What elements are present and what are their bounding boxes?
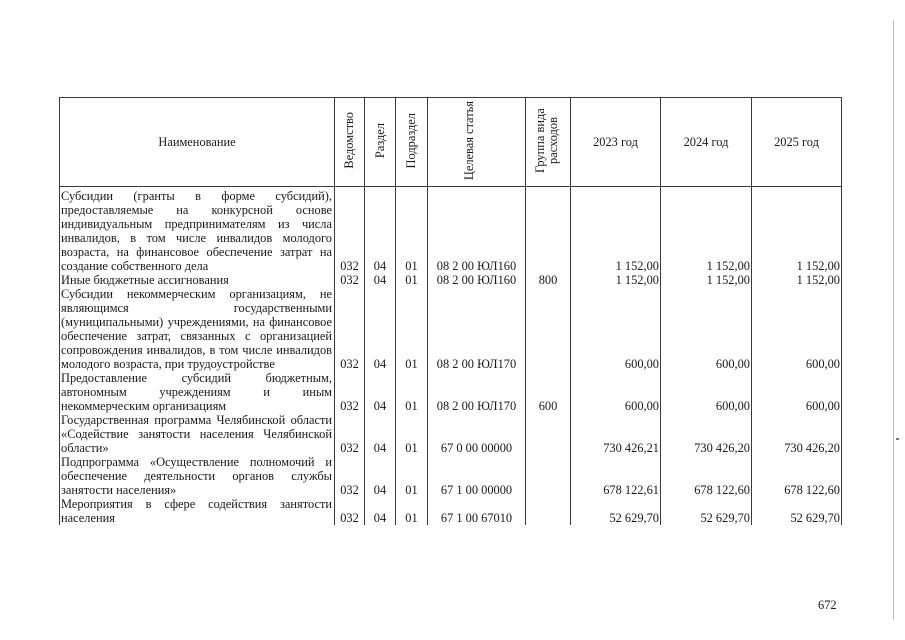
cell-subsection: 01: [396, 287, 428, 371]
table-body: [60, 187, 842, 526]
cell-target: 08 2 00 ЮЛ160: [428, 187, 526, 274]
cell-section: 04: [365, 455, 396, 497]
budget-table-wrapper: [59, 97, 841, 525]
cell-target: 08 2 00 ЮЛ160: [428, 273, 526, 287]
cell-amount-2023: 678 122,61: [571, 455, 661, 497]
cell-subsection: 01: [396, 371, 428, 413]
cell-dept: 032: [335, 497, 365, 525]
cell-amount-2023: 1 152,00: [571, 273, 661, 287]
cell-section: 04: [365, 273, 396, 287]
cell-group: [526, 287, 571, 371]
cell-section: 04: [365, 187, 396, 274]
header-target: Целевая статья: [428, 98, 526, 187]
header-2025: 2025 год: [752, 98, 842, 187]
cell-subsection: 01: [396, 273, 428, 287]
cell-section: 04: [365, 371, 396, 413]
cell-dept: 032: [335, 371, 365, 413]
cell-name: Субсидии некоммерческим организациям, не являющимся государственными (муниципальными) учреждениями, на финансовое обеспечение затрат, связанных с организацией сопровождения инвалидов, в том числе инвалидов молодого возраста, при трудоустройстве: [60, 287, 335, 371]
cell-amount-2024: 52 629,70: [661, 497, 752, 525]
cell-amount-2025: 730 426,20: [752, 413, 842, 455]
cell-amount-2023: 52 629,70: [571, 497, 661, 525]
cell-group: [526, 187, 571, 274]
cell-name: Подпрограмма «Осуществление полномочий и обеспечение деятельности органов службы занятости населения»: [60, 455, 335, 497]
cell-dept: 032: [335, 287, 365, 371]
cell-target: 08 2 00 ЮЛ170: [428, 287, 526, 371]
cell-name: Государственная программа Челябинской области «Содействие занятости населения Челябинской области»: [60, 413, 335, 455]
cell-amount-2025: 1 152,00: [752, 187, 842, 274]
table-row: [60, 497, 842, 525]
header-2024: 2024 год: [661, 98, 752, 187]
cell-subsection: 01: [396, 497, 428, 525]
cell-dept: 032: [335, 273, 365, 287]
cell-amount-2023: 600,00: [571, 287, 661, 371]
cell-dept: 032: [335, 413, 365, 455]
cell-dept: 032: [335, 455, 365, 497]
cell-target: 67 0 00 00000: [428, 413, 526, 455]
cell-amount-2024: 1 152,00: [661, 273, 752, 287]
page-edge-mark: [896, 438, 899, 440]
header-group: Группа вида расходов: [526, 98, 571, 187]
table-row: [60, 287, 842, 371]
cell-group: [526, 413, 571, 455]
cell-amount-2023: 730 426,21: [571, 413, 661, 455]
header-dept: Ведомство: [335, 98, 365, 187]
header-section: Раздел: [365, 98, 396, 187]
cell-target: 08 2 00 ЮЛ170: [428, 371, 526, 413]
table-row: [60, 455, 842, 497]
cell-amount-2023: 1 152,00: [571, 187, 661, 274]
cell-name: Иные бюджетные ассигнования: [60, 273, 335, 287]
cell-section: 04: [365, 413, 396, 455]
cell-amount-2023: 600,00: [571, 371, 661, 413]
page-edge-line: [893, 20, 894, 620]
cell-name: Мероприятия в сфере содействия занятости населения: [60, 497, 335, 525]
table-header-row: [60, 98, 842, 187]
cell-section: 04: [365, 497, 396, 525]
cell-subsection: 01: [396, 187, 428, 274]
cell-amount-2025: 600,00: [752, 287, 842, 371]
table-row: [60, 273, 842, 287]
cell-name: Субсидии (гранты в форме субсидий), предоставляемые на конкурсной основе индивидуальным предпринимателям из числа инвалидов, в том числе инвалидов молодого возраста, на финансовое обеспечение затрат на создание собственного дела: [60, 187, 335, 274]
cell-dept: 032: [335, 187, 365, 274]
cell-amount-2025: 600,00: [752, 371, 842, 413]
cell-amount-2025: 52 629,70: [752, 497, 842, 525]
cell-target: 67 1 00 00000: [428, 455, 526, 497]
header-subsection: Подраздел: [396, 98, 428, 187]
cell-subsection: 01: [396, 455, 428, 497]
cell-name: Предоставление субсидий бюджетным, автономным учреждениям и иным некоммерческим организациям: [60, 371, 335, 413]
cell-amount-2024: 600,00: [661, 371, 752, 413]
cell-amount-2024: 1 152,00: [661, 187, 752, 274]
cell-group: 600: [526, 371, 571, 413]
cell-amount-2024: 678 122,60: [661, 455, 752, 497]
cell-amount-2024: 600,00: [661, 287, 752, 371]
cell-subsection: 01: [396, 413, 428, 455]
cell-group: [526, 497, 571, 525]
cell-group: [526, 455, 571, 497]
page-number: 672: [818, 598, 837, 612]
cell-target: 67 1 00 67010: [428, 497, 526, 525]
table-row: [60, 371, 842, 413]
cell-amount-2025: 678 122,60: [752, 455, 842, 497]
cell-amount-2024: 730 426,20: [661, 413, 752, 455]
cell-group: 800: [526, 273, 571, 287]
cell-amount-2025: 1 152,00: [752, 273, 842, 287]
header-2023: 2023 год: [571, 98, 661, 187]
cell-section: 04: [365, 287, 396, 371]
table-row: [60, 413, 842, 455]
header-name: Наименование: [60, 98, 335, 187]
table-row: [60, 187, 842, 274]
budget-table: [59, 97, 842, 525]
